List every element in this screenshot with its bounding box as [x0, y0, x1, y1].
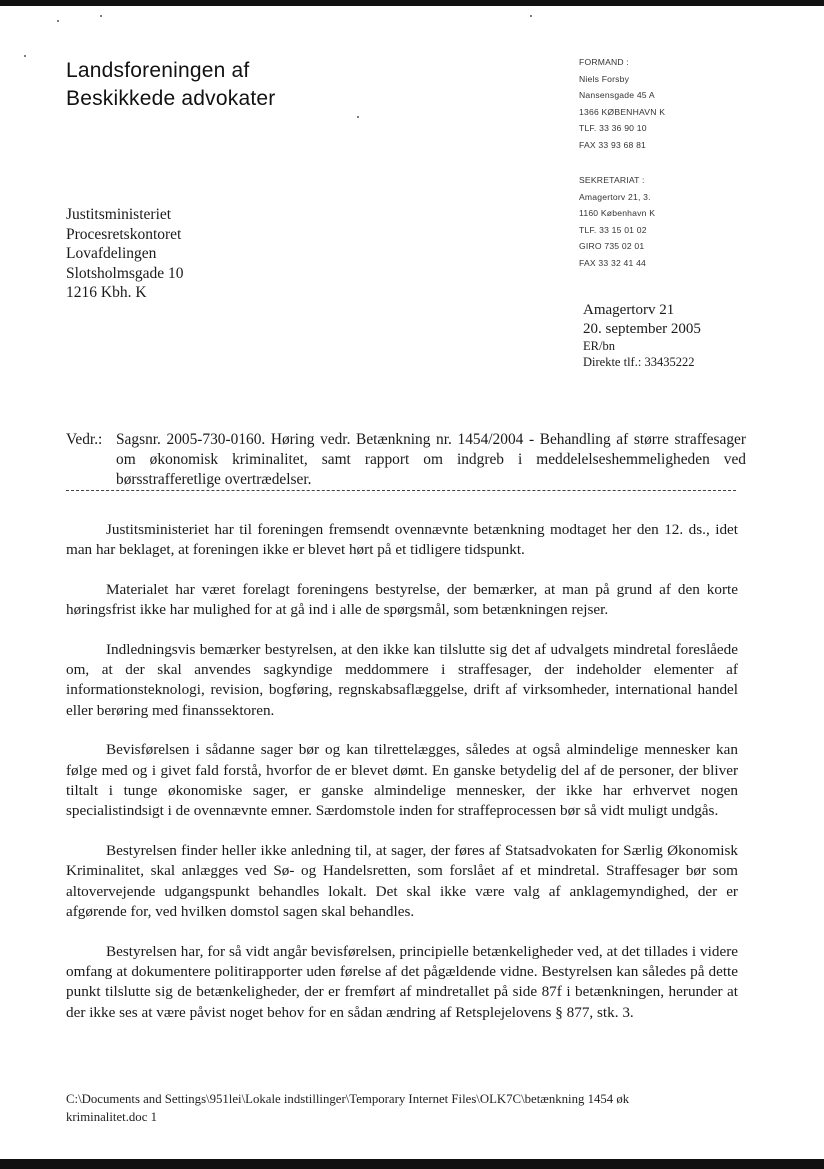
- scan-border-top: [0, 0, 824, 6]
- formand-line: 1366 KØBENHAVN K: [579, 106, 666, 117]
- date-block: [583, 301, 701, 370]
- sekretariat-contact-block: [579, 172, 655, 271]
- letter-date: 20. september 2005: [583, 320, 701, 337]
- sekretariat-line: Amagertorv 21, 3.: [579, 191, 651, 202]
- sekretariat-heading: SEKRETARIAT :: [579, 175, 645, 185]
- formand-contact-block: [579, 54, 665, 153]
- sender-place: Amagertorv 21: [583, 302, 675, 318]
- recipient-line: Justitsministeriet: [66, 206, 172, 223]
- reference-initials: ER/bn: [583, 339, 615, 353]
- subject-text: Sagsnr. 2005-730-0160. Høring vedr. Betænkning nr. 1454/2004 - Behandling af større straffesager om økonomisk kriminalitet, samt rapport om indgreb i meddelelseshemmeligheden ved børsstrafferetlige overtrædelser.: [116, 431, 746, 488]
- recipient-line: Procesretskontoret: [66, 225, 182, 243]
- body-paragraph: Materialet har været forelagt foreningens bestyrelse, der bemærker, at man på grund af den korte høringsfrist ikke har mulighed for at gå ind i alle de spørgsmål, som betænkningen rejser.: [66, 580, 738, 619]
- sekretariat-line: GIRO 735 02 01: [579, 241, 645, 251]
- sekretariat-line: 1160 København K: [579, 208, 656, 218]
- body-paragraph: Bestyrelsen har, for så vidt angår bevisførelsen, principielle betænkeligheder ved, at det tillades i videre omfang at dokumentere politirapporter uden førelse af det pågældende vidne. Bestyrelsen kan således på dette punkt tilslutte sig de betænkeligheder, der er fremført af mindretallet på side 87f i betænkningen, herunder at der ikke ses at være påvist noget behov for en sådan ændring af Retsplejelovens § 877, stk. 3.: [66, 942, 738, 1021]
- file-path-footer: [66, 1090, 706, 1126]
- footer-path-line1: C:\Documents and Settings\951lei\Lokale indstillinger\Temporary Internet Files\OLK7C\betænkning 1454 øk: [66, 1092, 630, 1106]
- body-paragraph: Bestyrelsen finder heller ikke anledning til, at sager, der føres af Statsadvokaten for Særlig Økonomisk Kriminalitet, skal anlægges ved Sø- og Handelsretten, som forslået af et mindretal. Straffesager bør som altovervejende udgangspunkt behandles lokalt. Det skal ikke være valg af anklagemyndighed, der er afgørende for, ved hvilken domstol sagen skal behandles.: [66, 841, 738, 921]
- formand-line: Nansensgade 45 A: [579, 90, 655, 100]
- recipient-line: Slotsholmsgade 10: [66, 264, 184, 282]
- formand-line: Niels Forsby: [579, 73, 630, 84]
- scan-speck: [24, 55, 26, 57]
- org-name-line2: Beskikkede advokater: [66, 87, 276, 110]
- org-name-line1: Landsforeningen af: [66, 59, 250, 82]
- organization-letterhead: [66, 57, 275, 113]
- formand-line: FAX 33 93 68 81: [579, 139, 647, 150]
- direct-phone: Direkte tlf.: 33435222: [583, 355, 695, 369]
- formand-heading: FORMAND :: [579, 57, 630, 67]
- scan-speck: [530, 15, 532, 17]
- recipient-address: [66, 205, 184, 303]
- scan-speck: [57, 20, 59, 22]
- body-paragraph: Bevisførelsen i sådanne sager bør og kan tilrettelægges, således at også almindelige mennesker kan følge med og i givet fald forstå, hvorfor de er blevet dømt. En ganske betydelig del af de personer, der bliver tiltalt i tunge økonomiske sager, er ganske almindelige mennesker, der ikke har erhvervet nogen specialistindsigt i de ovennævnte emner. Særdomstole inden for straffeprocessen bør så vidt muligt undgås.: [66, 741, 738, 820]
- body-paragraph: Indledningsvis bemærker bestyrelsen, at den ikke kan tilslutte sig det af udvalgets mindretal foreslåede om, at der skal anvendes sagkyndige meddommere i straffesager, der indeholder elementer af informationsteknologi, revision, bogføring, regnskabsaflæggelse, drift af virksomheder, international handel eller berøring med finanssektoren.: [66, 640, 738, 719]
- letter-body: [66, 520, 738, 1042]
- scan-border-bottom: [0, 1159, 824, 1169]
- scan-speck: [357, 116, 359, 118]
- subject-line: [66, 430, 746, 490]
- recipient-line: 1216 Kbh. K: [66, 284, 147, 302]
- subject-label: Vedr.:: [66, 431, 103, 448]
- recipient-line: Lovafdelingen: [66, 245, 157, 263]
- footer-path-line2: kriminalitet.doc 1: [66, 1110, 157, 1124]
- formand-line: TLF. 33 36 90 10: [579, 123, 647, 133]
- dashed-divider: [66, 490, 736, 491]
- sekretariat-line: TLF. 33 15 01 02: [579, 224, 647, 235]
- scan-speck: [100, 15, 102, 17]
- body-paragraph: Justitsministeriet har til foreningen fremsendt ovennævnte betænkning modtaget her den 12. ds., idet man har beklaget, at foreningen ikke er blevet hørt på et tidligere tidspunkt.: [66, 521, 738, 559]
- sekretariat-line: FAX 33 32 41 44: [579, 257, 647, 268]
